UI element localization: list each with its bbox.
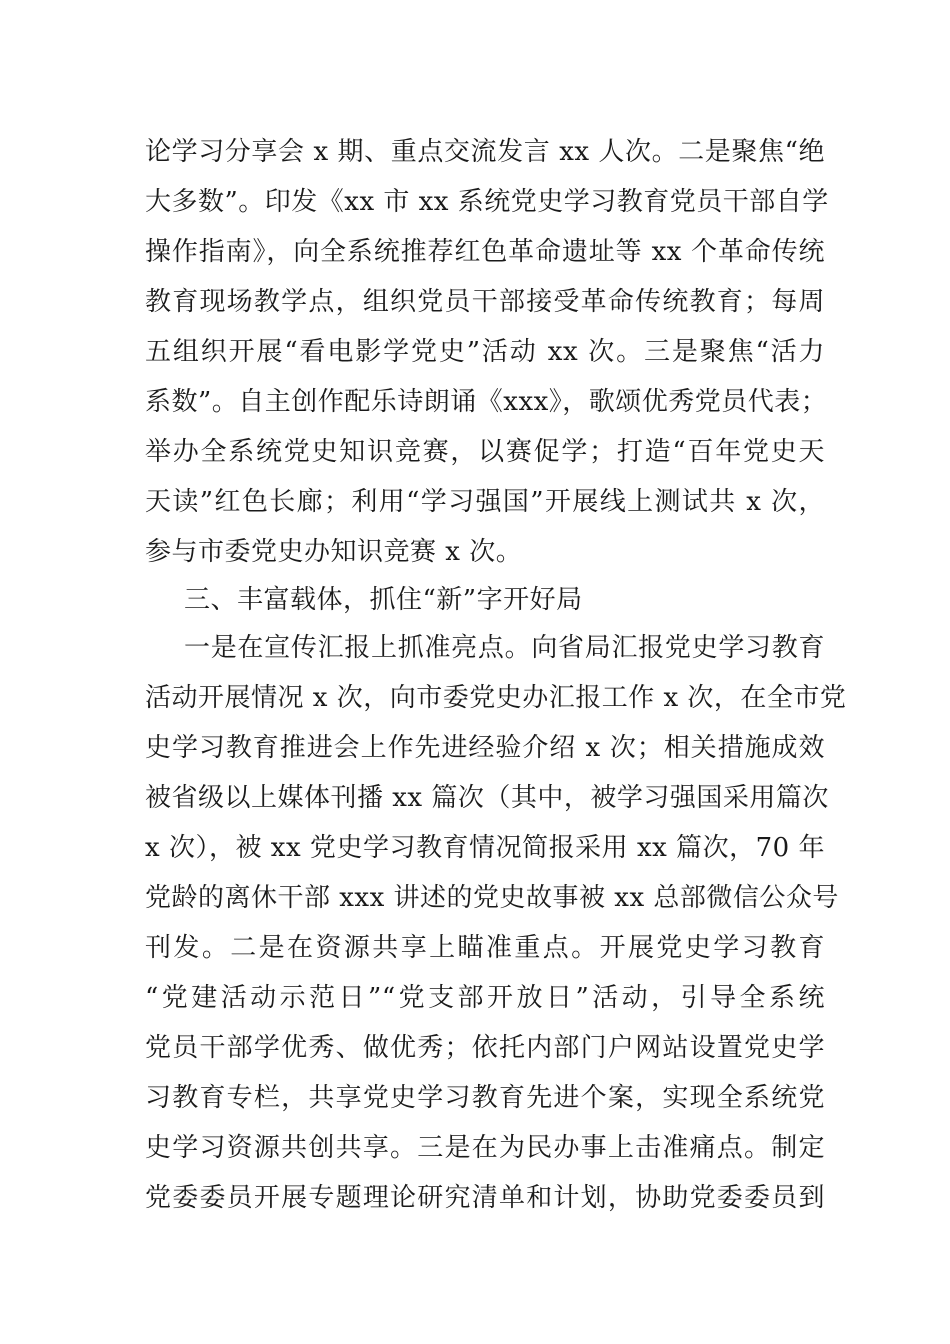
section-heading-3: 三、丰富载体，抓住“新”字开好局 [184, 585, 583, 615]
paragraph-1-line-4: 教育现场教学点，组织党员干部接受革命传统教育；每周 [145, 287, 825, 317]
paragraph-1-line-6: 系数”。自主创作配乐诗朗诵《xxx》，歌颂优秀党员代表； [145, 387, 828, 417]
paragraph-1-line-9: 参与市委党史办知识竞赛 x 次。 [145, 537, 523, 567]
paragraph-1-line-5: 五组织开展“看电影学党史”活动 xx 次。三是聚焦“活力 [145, 337, 825, 367]
paragraph-1-line-7: 举办全系统党史知识竞赛，以赛促学；打造“百年党史天 [145, 437, 825, 467]
paragraph-2-line-11: 史学习资源共创共享。三是在为民办事上击准痛点。制定 [145, 1133, 825, 1163]
paragraph-2-line-10: 习教育专栏，共享党史学习教育先进个案，实现全系统党 [145, 1083, 825, 1113]
paragraph-2-line-6: 党龄的离休干部 xxx 讲述的党史故事被 xx 总部微信公众号 [145, 883, 839, 913]
paragraph-1-line-3: 操作指南》，向全系统推荐红色革命遗址等 xx 个革命传统 [145, 237, 825, 267]
paragraph-2-line-1: 一是在宣传汇报上抓准亮点。向省局汇报党史学习教育 [184, 633, 825, 663]
paragraph-2-line-9: 党员干部学优秀、做优秀；依托内部门户网站设置党史学 [145, 1033, 825, 1063]
paragraph-2-line-7: 刊发。二是在资源共享上瞄准重点。开展党史学习教育 [145, 933, 825, 963]
paragraph-2-line-2: 活动开展情况 x 次，向市委党史办汇报工作 x 次，在全市党 [145, 683, 847, 713]
paragraph-2-line-3: 史学习教育推进会上作先进经验介绍 x 次；相关措施成效 [145, 733, 825, 763]
paragraph-2-line-12: 党委委员开展专题理论研究清单和计划，协助党委委员到 [145, 1183, 825, 1213]
paragraph-1-line-1: 论学习分享会 x 期、重点交流发言 xx 人次。二是聚焦“绝 [145, 137, 825, 167]
paragraph-2-line-8: “党建活动示范日”“党支部开放日”活动，引导全系统 [145, 983, 825, 1013]
paragraph-2-line-4: 被省级以上媒体刊播 xx 篇次（其中，被学习强国采用篇次 [145, 783, 829, 813]
paragraph-1-line-2: 大多数”。印发《xx 市 xx 系统党史学习教育党员干部自学 [145, 187, 829, 217]
paragraph-1-line-8: 天读”红色长廊；利用“学习强国”开展线上测试共 x 次， [145, 487, 825, 517]
paragraph-2-line-5: x 次），被 xx 党史学习教育情况简报采用 xx 篇次，70 年 [145, 833, 825, 863]
